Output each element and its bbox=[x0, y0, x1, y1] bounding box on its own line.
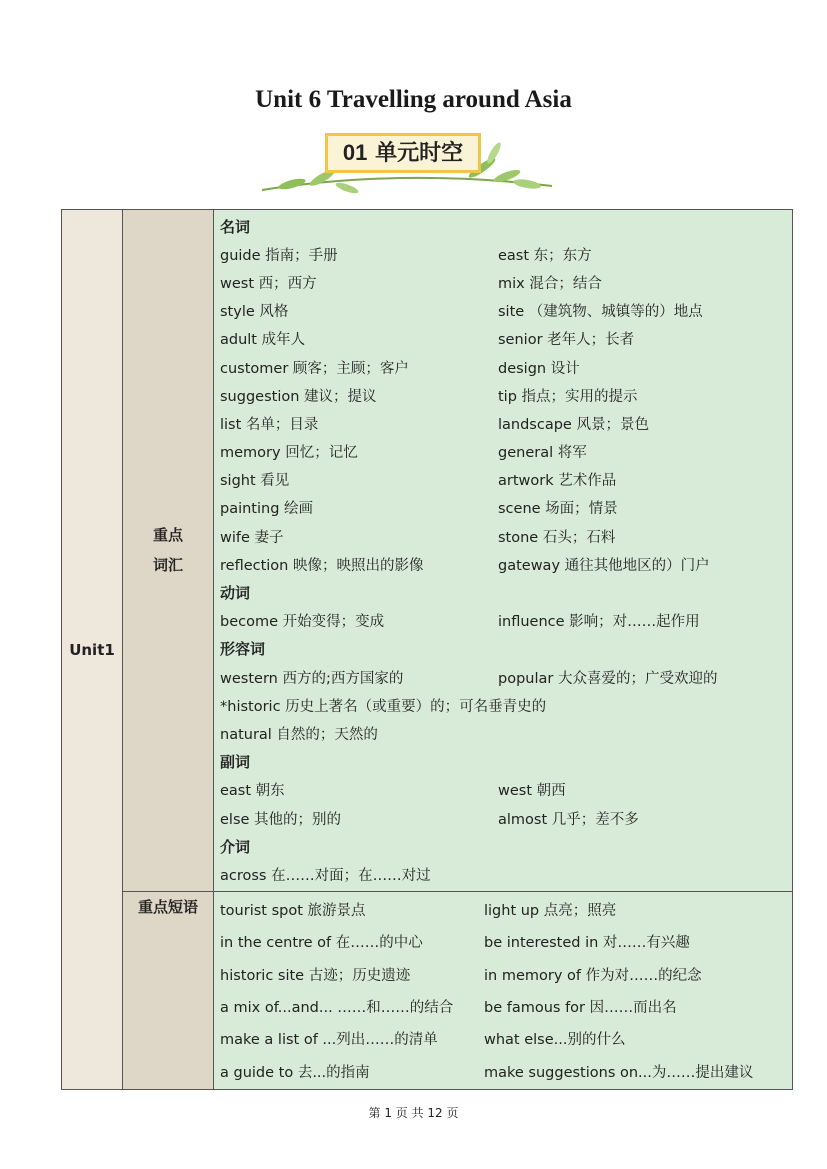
vocab-row bbox=[220, 607, 792, 635]
phrase-entry-right: what else...别的什么 bbox=[484, 1032, 626, 1049]
section-badge bbox=[252, 128, 562, 200]
vocab-category-line1: 重点 bbox=[152, 526, 183, 545]
vocab-row bbox=[220, 381, 792, 409]
vocab-entry-right: site （建筑物、城镇等的）地点 bbox=[498, 304, 703, 321]
vocab-row bbox=[220, 719, 792, 747]
vocab-row bbox=[220, 297, 792, 325]
vocab-entry-right: stone 石头；石料 bbox=[498, 529, 616, 546]
page-title: Unit 6 Travelling around Asia bbox=[255, 86, 572, 113]
vocab-category-line2: 词汇 bbox=[152, 556, 183, 575]
vocab-entry-left: wife 妻子 bbox=[220, 529, 284, 546]
phrase-row bbox=[220, 926, 792, 958]
section-heading: 副词 bbox=[220, 753, 251, 772]
vocab-row bbox=[220, 438, 792, 466]
vocab-entry-right: gateway 通往其他地区的）门户 bbox=[498, 557, 710, 574]
vocab-row bbox=[220, 466, 792, 494]
vocab-row bbox=[220, 325, 792, 353]
phrase-category: 重点短语 bbox=[123, 891, 214, 1090]
vocab-row bbox=[220, 860, 792, 888]
vocab-entry-left: east 朝东 bbox=[220, 783, 285, 800]
phrase-entry-left: a mix of...and... ……和……的结合 bbox=[220, 1000, 454, 1017]
vocab-row bbox=[220, 353, 792, 381]
vocab-entry-right: popular 大众喜爱的；广受欢迎的 bbox=[498, 670, 718, 687]
unit-label: Unit1 bbox=[62, 210, 123, 1090]
vocab-entry-right: design 设计 bbox=[498, 360, 580, 377]
phrase-entry-left: historic site 古迹；历史遗迹 bbox=[220, 967, 411, 984]
phrase-entry-left: in the centre of 在……的中心 bbox=[220, 935, 423, 952]
phrase-entry-left: a guide to 去...的指南 bbox=[220, 1064, 370, 1081]
vocab-entry-left: else 其他的；别的 bbox=[220, 811, 342, 828]
vocab-entry-right: influence 影响；对……起作用 bbox=[498, 614, 700, 631]
vocab-entry-left: style 风格 bbox=[220, 304, 289, 321]
vocab-entry-left: customer 顾客；主顾；客户 bbox=[220, 360, 409, 377]
phrase-entry-left: make a list of ...列出……的清单 bbox=[220, 1032, 438, 1049]
vocab-entry-left: natural 自然的；天然的 bbox=[220, 726, 378, 743]
phrase-row bbox=[220, 894, 792, 926]
vocab-entry-left: suggestion 建议；提议 bbox=[220, 388, 377, 405]
phrase-row bbox=[220, 1055, 792, 1087]
vocab-entry-right: senior 老年人；长者 bbox=[498, 332, 635, 349]
vocab-row bbox=[220, 268, 792, 296]
vocab-entry-right: general 将军 bbox=[498, 445, 587, 462]
vocabulary-table bbox=[61, 209, 793, 1090]
section-heading: 介词 bbox=[220, 837, 251, 856]
vocab-row bbox=[220, 804, 792, 832]
phrase-entry-right: make suggestions on...为……提出建议 bbox=[484, 1064, 754, 1081]
section-heading: 名词 bbox=[220, 217, 251, 236]
vocab-entry-left: reflection 映像；映照出的影像 bbox=[220, 557, 424, 574]
vocab-entry-right: west 朝西 bbox=[498, 783, 566, 800]
phrase-entry-right: be interested in 对……有兴趣 bbox=[484, 935, 690, 952]
phrase-content bbox=[214, 891, 793, 1090]
phrase-entry-right: in memory of 作为对……的纪念 bbox=[484, 967, 702, 984]
phrase-entry-right: be famous for 因……而出名 bbox=[484, 1000, 677, 1017]
phrase-row bbox=[220, 990, 792, 1022]
section-heading: 形容词 bbox=[220, 640, 266, 659]
vocab-row bbox=[220, 240, 792, 268]
page-footer: 第 1 页 共 12 页 bbox=[368, 1106, 459, 1120]
vocab-entry-left: across 在……对面；在……对过 bbox=[220, 867, 431, 884]
section-heading: 动词 bbox=[220, 584, 251, 603]
vocab-row bbox=[220, 409, 792, 437]
vocab-entry-right: scene 场面；情景 bbox=[498, 501, 618, 518]
vocab-entry-left: list 名单；目录 bbox=[220, 416, 319, 433]
phrase-row bbox=[220, 958, 792, 990]
vocab-entry-right: landscape 风景；景色 bbox=[498, 416, 649, 433]
vocab-entry-left: memory 回忆；记忆 bbox=[220, 445, 358, 462]
vocab-entry-right: tip 指点；实用的提示 bbox=[498, 388, 638, 405]
vocab-entry-right: east 东；东方 bbox=[498, 247, 592, 264]
vocab-row bbox=[220, 550, 792, 578]
vocab-entry-right: mix 混合；结合 bbox=[498, 275, 602, 292]
phrase-row bbox=[220, 1023, 792, 1055]
vocab-entry-left: west 西；西方 bbox=[220, 275, 317, 292]
vocab-entry-left: western 西方的;西方国家的 bbox=[220, 670, 404, 687]
vocab-row bbox=[220, 522, 792, 550]
vocab-entry-left: adult 成年人 bbox=[220, 332, 306, 349]
vocab-entry-left: painting 绘画 bbox=[220, 501, 314, 518]
phrase-entry-left: tourist spot 旅游景点 bbox=[220, 903, 366, 920]
badge-number: 01 bbox=[342, 140, 368, 165]
vocab-row bbox=[220, 663, 792, 691]
vocab-row bbox=[220, 691, 792, 719]
vocab-row bbox=[220, 776, 792, 804]
vocab-entry-right: artwork 艺术作品 bbox=[498, 473, 617, 490]
vocab-entry-left: guide 指南；手册 bbox=[220, 247, 338, 264]
vocab-category bbox=[123, 210, 214, 892]
badge-text: 单元时空 bbox=[375, 140, 464, 165]
vocab-entry-left: sight 看见 bbox=[220, 473, 290, 490]
phrase-entry-right: light up 点亮；照亮 bbox=[484, 903, 617, 920]
vocab-entry-right: almost 几乎；差不多 bbox=[498, 811, 639, 828]
vocab-content bbox=[214, 210, 793, 892]
vocab-entry-left: *historic 历史上著名（或重要）的；可名垂青史的 bbox=[220, 698, 547, 715]
vocab-entry-left: become 开始变得；变成 bbox=[220, 614, 385, 631]
vocab-row bbox=[220, 494, 792, 522]
badge-box bbox=[325, 133, 481, 173]
